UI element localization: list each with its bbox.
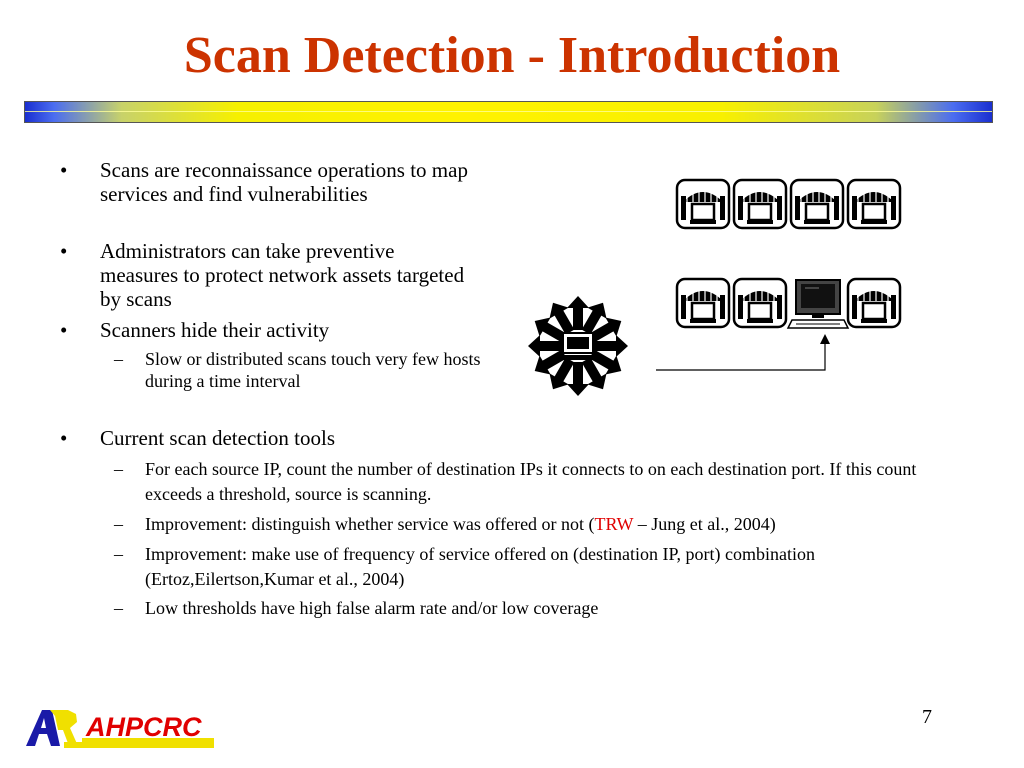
logo-text: AHPCRC <box>86 712 202 742</box>
connection-arrow <box>656 342 825 370</box>
server-icon <box>848 180 900 228</box>
dash-marker: – <box>114 544 123 564</box>
sub-bullet-item <box>114 542 970 592</box>
sub-bullet-item <box>114 348 485 392</box>
bullet-item <box>60 239 470 311</box>
server-icon <box>677 180 729 228</box>
page-number: 7 <box>922 706 932 728</box>
trw-highlight: TRW <box>594 514 634 534</box>
server-icon <box>848 279 900 327</box>
dash-marker: – <box>114 598 123 618</box>
bullet-item <box>60 318 500 342</box>
sub-bullet-text: Low thresholds have high false alarm rate and/or low coverage <box>145 598 599 618</box>
sub-bullet-text: Slow or distributed scans touch very few hosts during a time interval <box>145 349 481 391</box>
sub-bullet-text: For each source IP, count the number of destination IPs it connects to on each destination port. If this count exceeds a threshold, source is scanning. <box>145 459 917 504</box>
computer-icon <box>788 280 848 328</box>
slide-title: Scan Detection - Introduction <box>183 27 841 84</box>
bullet-item <box>60 158 500 206</box>
server-icon <box>734 279 786 327</box>
bullet-text: Scans are reconnaissance operations to map services and find vulnerabilities <box>100 158 468 206</box>
sub-bullet-text: – Jung et al., 2004) <box>633 514 776 534</box>
dash-marker: – <box>114 349 123 369</box>
sub-bullet-text: Improvement: make use of frequency of service offered on (destination IP, port) combination (Ertoz,Eilertson,Kumar et al., 2004) <box>145 544 815 589</box>
dash-marker: – <box>114 459 123 479</box>
bullet-text: Current scan detection tools <box>100 426 336 450</box>
server-icon <box>734 180 786 228</box>
bullet-marker: • <box>60 318 68 342</box>
scanner-icon <box>528 296 628 396</box>
bullet-marker: • <box>60 158 68 182</box>
bullet-marker: • <box>60 426 68 450</box>
sub-bullet-text: Improvement: distinguish whether service was offered or not ( <box>145 514 595 534</box>
dash-marker: – <box>114 514 123 534</box>
sub-bullet-item <box>114 596 970 621</box>
title-divider-bar <box>24 101 993 123</box>
network-scan-diagram <box>520 170 920 400</box>
arrow-head <box>820 334 830 344</box>
bullet-text: Scanners hide their activity <box>100 318 330 342</box>
sub-bullet-item <box>114 512 970 537</box>
bullet-text: Administrators can take preventive measures to protect network assets targeted by scans <box>100 239 465 311</box>
bullet-item <box>60 426 600 450</box>
bullet-marker: • <box>60 239 68 263</box>
server-icon <box>677 279 729 327</box>
sub-bullet-item <box>114 457 970 507</box>
server-icon <box>791 180 843 228</box>
ahpcrc-logo <box>24 706 219 752</box>
